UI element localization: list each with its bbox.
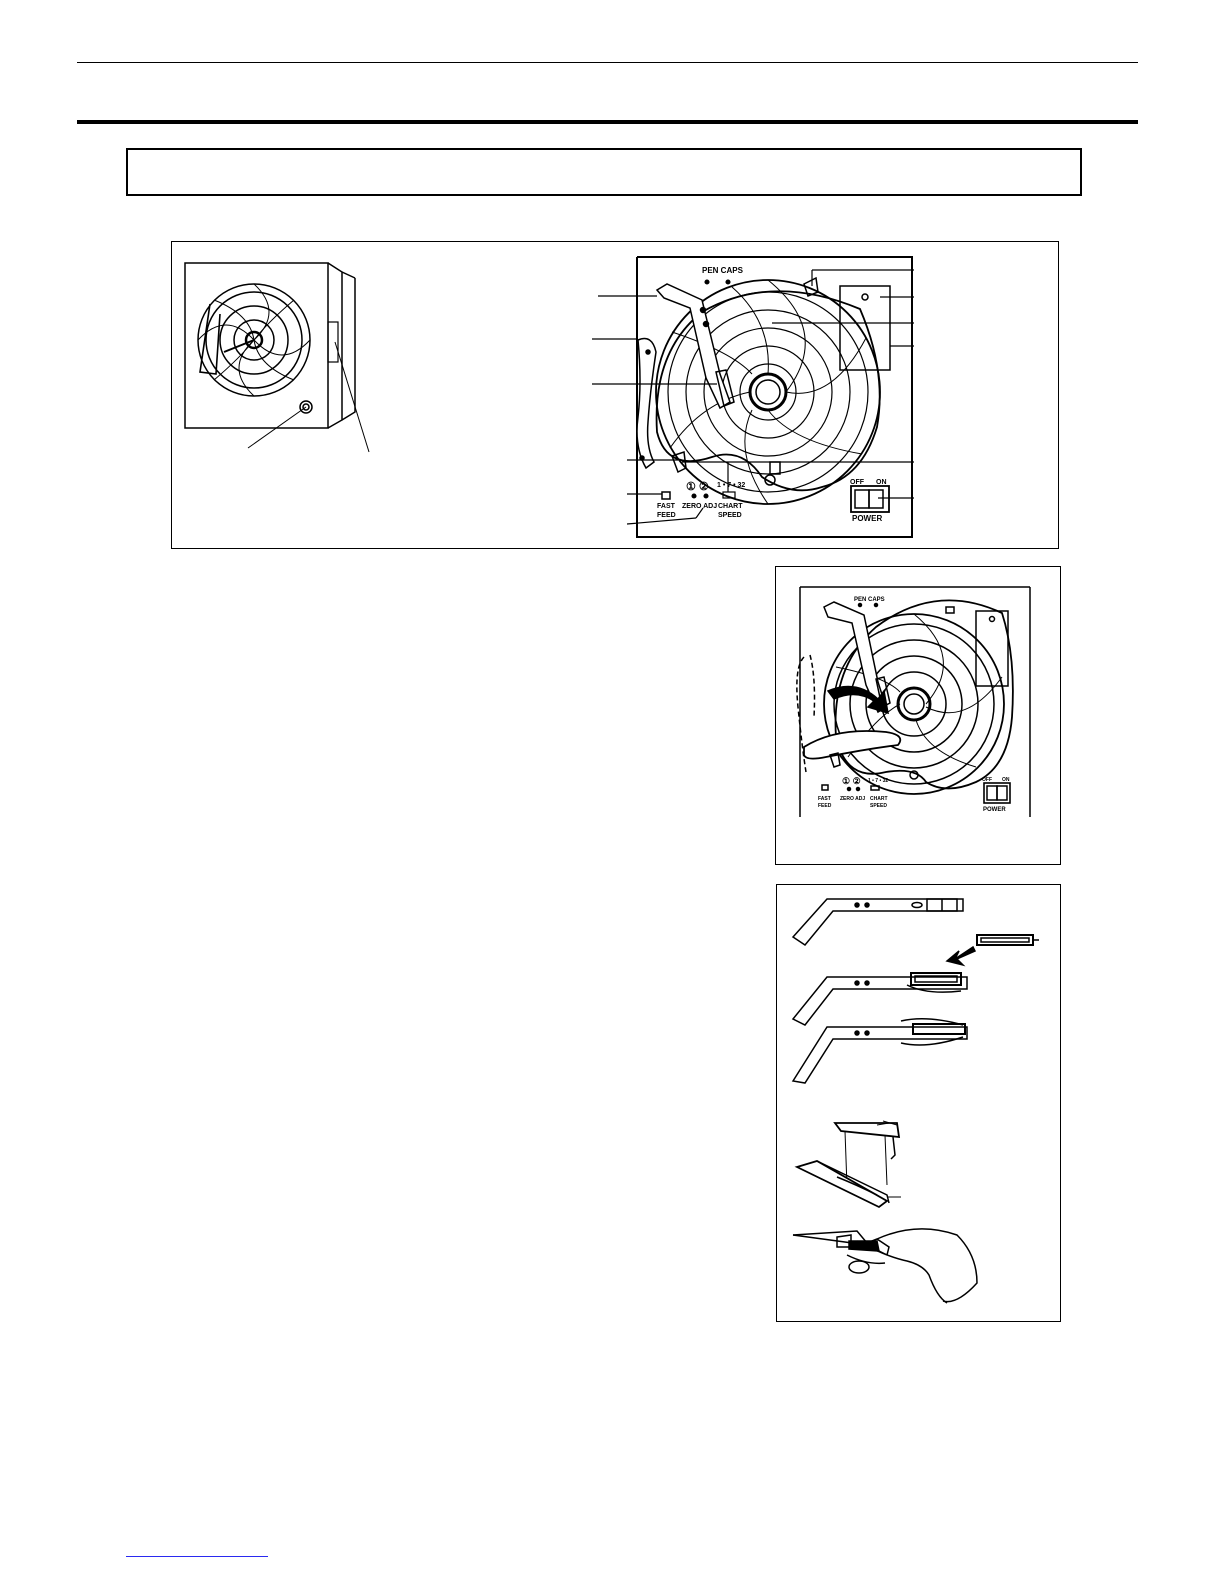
- fast-label: FAST: [657, 503, 675, 510]
- zero-adj-circles-2: ① ②: [842, 776, 861, 786]
- power-label-2: POWER: [983, 807, 1006, 813]
- chart-label: CHART: [718, 503, 743, 510]
- off-label-2: OFF: [982, 777, 992, 783]
- recorder-overview-drawing: [172, 242, 1060, 550]
- chart-label-2: CHART: [870, 796, 888, 802]
- pen-installation-drawing: [777, 885, 1062, 1323]
- pen-arm-swing-figure: [775, 566, 1061, 865]
- chart-speed-values: 1 • 7 • 32: [717, 482, 746, 489]
- top-thick-rule: [77, 120, 1138, 124]
- speed-label-2: SPEED: [870, 803, 887, 809]
- fast-label-2: FAST: [818, 796, 831, 802]
- pen-caps-label-2: PEN CAPS: [854, 597, 885, 603]
- zero-adj-label: ZERO ADJ: [682, 503, 718, 510]
- footer-link-underline[interactable]: [126, 1556, 268, 1557]
- pen-arm-swing-drawing: [776, 567, 1062, 866]
- off-label: OFF: [850, 479, 864, 486]
- power-label: POWER: [852, 514, 883, 523]
- top-thin-rule: [77, 62, 1138, 63]
- speed-label: SPEED: [718, 512, 742, 519]
- section-title-box: [126, 148, 1082, 196]
- feed-label-2: FEED: [818, 803, 832, 809]
- zero-adj-circles: ① ②: [686, 481, 709, 493]
- zero-adj-label-2: ZERO ADJ: [840, 796, 866, 802]
- on-label-2: ON: [1002, 777, 1010, 783]
- recorder-box-3d: [185, 263, 369, 452]
- recorder-overview-figure: [171, 241, 1059, 549]
- chart-speed-values-2: 1 • 7 • 32: [868, 778, 889, 784]
- feed-label: FEED: [657, 512, 676, 519]
- pen-installation-figure: [776, 884, 1061, 1322]
- pen-caps-label: PEN CAPS: [702, 266, 743, 275]
- front-panel-drawing: [592, 257, 914, 537]
- on-label: ON: [876, 479, 887, 486]
